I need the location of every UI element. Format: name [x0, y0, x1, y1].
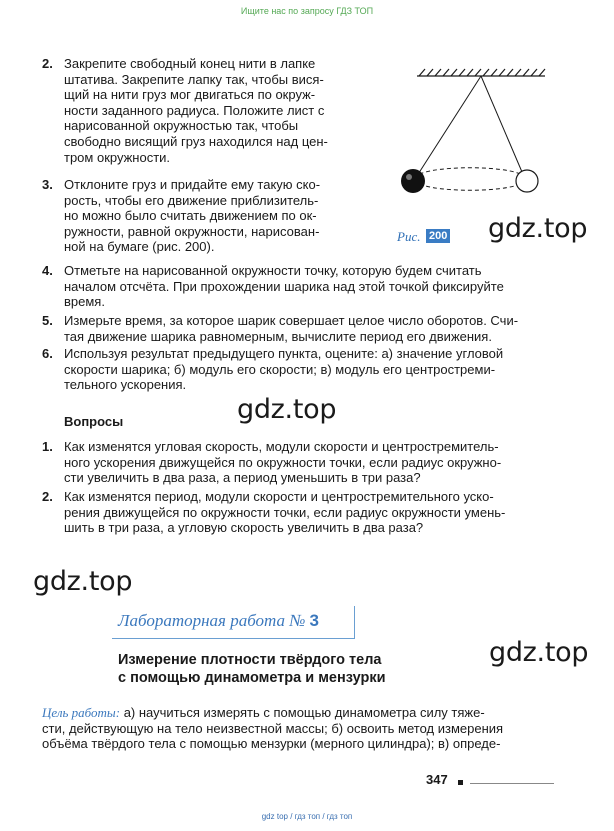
question-number: 2. — [42, 489, 53, 504]
orbit-front — [415, 179, 525, 190]
watermark: gdz.top — [488, 213, 588, 244]
orbit-back — [415, 168, 525, 179]
bottom-link[interactable]: gdz top / гдз топ / гдз топ — [261, 812, 353, 821]
page-number-marker — [458, 780, 463, 785]
question-text-1: Как изменятся угловая скорость, модули скорости и центростремитель- ного ускорения движущейся по окружности точки, если радиус окружно- сти увеличить в два раза, а период уменьшить в три раза? — [64, 439, 502, 486]
question-number: 1. — [42, 439, 53, 454]
lab-title: Лабораторная работа № 3 — [118, 611, 320, 630]
item-text-5: Измерьте время, за которое шарик совершает целое число оборотов. Счи- тая движение шарика равномерным, вычислите период его движения. — [64, 313, 519, 344]
item-number: 2. — [42, 56, 53, 71]
top-link[interactable]: Ищите нас по запросу ГДЗ ТОП — [240, 6, 374, 16]
questions-heading: Вопросы — [64, 414, 124, 429]
figure-number: 200 — [426, 229, 450, 243]
item-number: 4. — [42, 263, 53, 278]
watermark: gdz.top — [33, 566, 133, 597]
item-text-4: Отметьте на нарисованной окружности точку, которую будем считать началом отсчёта. При прохождении шарика над этой точкой фиксируйте время. — [64, 263, 504, 310]
thread-right — [481, 76, 525, 179]
lab-goal: Цель работы: а) научиться измерять с помощью динамометра силу тяже- сти, действующую на тело неизвестной массы; б) освоить метод измерения объёма твёрдого тела с помощью мензурки (мерного цилиндра); в) опреде- — [42, 705, 504, 752]
goal-label: Цель работы: — [42, 705, 121, 720]
item-text-2: Закрепите свободный конец нити в лапке штатива. Закрепите лапку так, чтобы вися- щий на нити груз мог двигаться по окруж- ности заданного радиуса. Положите лист с нарисованной окружностью так, чтобы свободно висящий груз находился над цен- тром окружности. — [64, 56, 328, 165]
page-number: 347 — [426, 772, 448, 787]
question-text-2: Как изменятся период, модули скорости и центростремительного уско- рения движущейся по окружности точки, если радиус окружности умень- шить в три раза, а угловую скорость увеличить в два раза? — [64, 489, 506, 536]
watermark: gdz.top — [237, 394, 337, 425]
page-number-rule — [470, 783, 554, 784]
ball-outline — [516, 170, 538, 192]
item-number: 3. — [42, 177, 53, 192]
item-text-6: Используя результат предыдущего пункта, оцените: а) значение угловой скорости шарика; б) модуль его скорости; в) модуль его центростреми- тельного ускорения. — [64, 346, 504, 393]
thread-left — [415, 76, 481, 179]
item-number: 5. — [42, 313, 53, 328]
ceiling-hatch — [417, 69, 545, 76]
ball-filled — [401, 169, 425, 193]
item-text-3: Отклоните груз и придайте ему такую ско- рость, чтобы его движение приблизитель- но можно было считать движением по ок- ружности, равной окружности, нарисован- ной на бумаге (рис. 200). — [64, 177, 321, 255]
figure-caption: Рис. — [397, 229, 421, 244]
item-number: 6. — [42, 346, 53, 361]
watermark: gdz.top — [489, 637, 589, 668]
pendulum-figure — [395, 66, 565, 226]
lab-subtitle: Измерение плотности твёрдого тела с помощью динамометра и мензурки — [118, 652, 386, 686]
